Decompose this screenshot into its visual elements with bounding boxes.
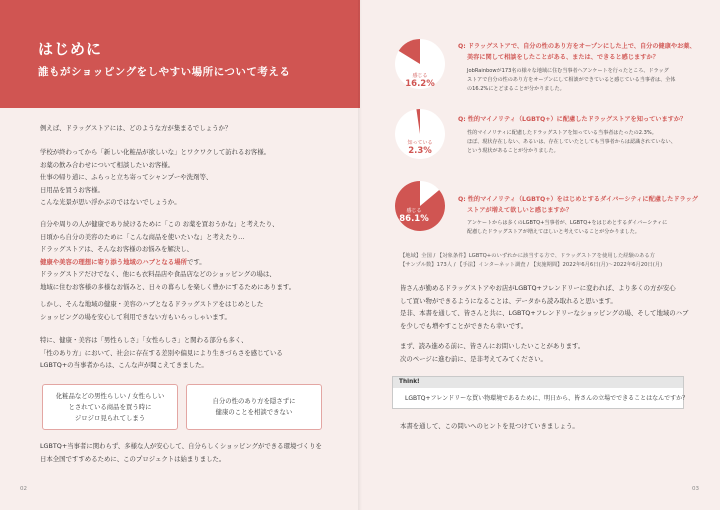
intro-paragraph-1 [40, 122, 330, 135]
think-label: Think! [393, 377, 683, 388]
text-line: 仕事の帰り道に、ふらっと立ち寄ってシャンプーや洗剤等、 [40, 173, 213, 182]
question-1-line-2: 美容に関して相談をしたことがある、または、できると感じますか？ [467, 54, 659, 61]
think-question: LGBTQ+フレンドリーな買い物環境であるために、明日から、皆さんの立場でできることはなんですか？ [405, 395, 689, 402]
text-line: 日本全国ですすめるために、このプロジェクトは始まりました。 [40, 454, 226, 463]
text-line: お薬の飲み合わせについて相談したいお客様。 [40, 160, 175, 169]
survey-info-line-2: 【サンプル数】173人 / 【手法】インターネット調査 / 【実施期間】2022年6月6日(月)〜2022年6月20日(月) [400, 262, 663, 268]
answer-2-line-3: という現状があることが分かりました。 [467, 148, 559, 154]
answer-1-line-2: ストアで自分の性のあり方をオープンにして相談ができていると感じている当事者は、全体 [467, 77, 676, 83]
text-line: 本書を通して、この問いへのヒントを見つけていきましょう。 [400, 422, 579, 430]
intro-paragraph-4 [40, 298, 330, 323]
page-subtitle: 誰もがショッピングをしやすい場所について考える [38, 66, 291, 78]
survey-info-line-1: 【地域】全国 / 【対象条件】LGBTQ+のいずれかに該当する方で、ドラッグストアを使用した経験のある方 [400, 253, 656, 259]
pie-label-demand [394, 208, 434, 224]
question-3-line-1 [458, 195, 698, 205]
quote-text: 化粧品などの男性らしい / 女性らしい とされている商品を買う時に ジロジロ見られてしまう [55, 391, 165, 422]
quote-text: 自分の性のあり方を隠さずに 健康のことを相談できない [212, 397, 296, 416]
pie-category: 感じる [406, 208, 422, 214]
think-box [392, 376, 689, 409]
text-line: まず、読み進める前に、皆さんにお問いしたいことがあります。 [400, 342, 585, 350]
pie-value: 2.3% [408, 146, 432, 156]
right-paragraph-1 [400, 282, 700, 332]
page-number-right: 03 [692, 486, 699, 492]
right-paragraph-2 [400, 340, 700, 365]
page-gutter [358, 0, 362, 510]
text-line: ショッピングの場を安心して利用できない方もいらっしゃいます。 [40, 312, 231, 321]
right-closing [400, 420, 700, 433]
text-line: LGBTQ+当事者に関わらず、多様な人が安心して、自分らしくショッピングができる環境づくりを [40, 442, 322, 450]
question-text: ドラッグストアで、自分の性のあり方をオープンにした上で、自分の健康やお薬、 [467, 43, 696, 50]
text-line: 自分や周りの人が健康であり続けるために「この お薬を買おうかな」と考えたり、 [40, 220, 279, 228]
text-fragment: です。 [186, 257, 206, 266]
question-3-line-2: ストアが増えて欲しいと感じますか？ [467, 207, 573, 214]
text-line: ドラッグストアだけでなく、他にも衣料品店や食品店などのショッピングの場は、 [40, 270, 276, 279]
text-line: 学校が終わってから「新しい化粧品が欲しいな」とワクワクして訪れるお客様。 [40, 148, 270, 156]
voice-quote-1 [42, 384, 178, 430]
answer-3-line-2: 配慮したドラッグストアが増えてほしいと考えていることが分かりました。 [467, 229, 640, 235]
answer-1-line-3: の16.2%にとどまることが分かりました。 [467, 86, 565, 92]
text-line: 例えば、ドラッグストアには、どのような方が集まるでしょうか？ [40, 124, 232, 132]
text-line: 日用品を買うお客様。 [40, 185, 104, 194]
intro-paragraph-2 [40, 146, 330, 209]
text-line: 日頃から自分の美容のために「こんな商品を使いたいな」と考えたり… [40, 232, 245, 241]
question-1-line-1 [458, 42, 696, 52]
pie-value: 86.1% [399, 214, 429, 224]
text-line: LGBTQ+の当事者からは、こんな声が聞こえてきました。 [40, 361, 208, 370]
text-line: 次のページに進む前に、是非考えてみてください。 [400, 354, 547, 363]
intro-paragraph-5 [40, 334, 330, 372]
pie-value: 16.2% [405, 79, 435, 89]
voice-quote-2 [186, 384, 322, 430]
question-text: 性的マイノリティ（LGBTQ+）をはじめとするダイバーシティに配慮したドラッグ [467, 196, 698, 203]
page-title: はじめに [38, 40, 103, 58]
text-line: しかし、そんな地域の健康・美容のハブとなるドラッグストアをはじめとした [40, 300, 264, 308]
answer-3-line-1: アンケートからは多くのLGBTQ+当事者が、LGBTQ+をはじめとするダイバーシティに [467, 220, 668, 226]
text-line: こんな光景が思い浮かぶのではないでしょうか。 [40, 198, 181, 207]
highlight-text: 健康や美容の理想に寄り添う地域のハブとなる場所 [40, 257, 187, 266]
text-line: 皆さんが勤めるドラッグストアやお店がLGBTQ+フレンドリーに変われば、より多くの方が安心 [400, 284, 676, 292]
text-line: を少しでも増やすことができたら幸いです。 [400, 321, 528, 330]
q-mark: Q: [458, 196, 466, 203]
text-line: 是非、本書を通して、皆さんと共に、LGBTQ+フレンドリーなショッピングの場、そして地域のハブ [400, 309, 689, 318]
question-2-line-1 [458, 115, 686, 125]
answer-2-line-1: 性的マイノリティに配慮したドラッグストアを知っている当事者はたったの2.3%。 [467, 130, 657, 136]
closing-paragraph [40, 440, 330, 465]
pie-label-awareness [394, 140, 446, 156]
hero-banner [0, 0, 360, 108]
page-number-left: 02 [20, 486, 27, 492]
text-line: 「性のあり方」において、社会に存在する差別や偏見により生きづらさを感じている [40, 348, 283, 357]
pie-chart-demand [394, 180, 446, 232]
text-line: 特に、健康・美容は「男性らしさ」「女性らしさ」と関わる部分も多く、 [40, 336, 248, 344]
text-line: 地域に住むお客様の多様なお悩みと、日々の暮らしを楽しく豊かにするためにあります。 [40, 282, 296, 291]
text-line: ドラッグストアは、そんなお客様のお悩みを解決し、 [40, 245, 193, 254]
q-mark: Q: [458, 43, 466, 50]
question-text: 性的マイノリティ（LGBTQ+）に配慮したドラッグストアを知っていますか？ [467, 116, 687, 123]
pie-category: 感じる [412, 73, 428, 79]
answer-1-line-1: JobRainbowが173名の様々な地域に住む当事者へアンケートを行ったところ、ドラッグ [467, 68, 669, 74]
highlight-line [40, 256, 330, 269]
text-line: して買い物ができるようになることは、データから読み取れると思います。 [400, 296, 617, 305]
intro-paragraph-3 [40, 218, 330, 294]
pie-label-consult [394, 73, 446, 89]
q-mark: Q: [458, 116, 466, 123]
pie-category: 知っている [407, 140, 433, 146]
right-page [360, 0, 720, 510]
answer-2-line-2: ほぼ、現状存在しない、あるいは、存在していたとしても当事者からは認識されていない、 [467, 139, 676, 145]
